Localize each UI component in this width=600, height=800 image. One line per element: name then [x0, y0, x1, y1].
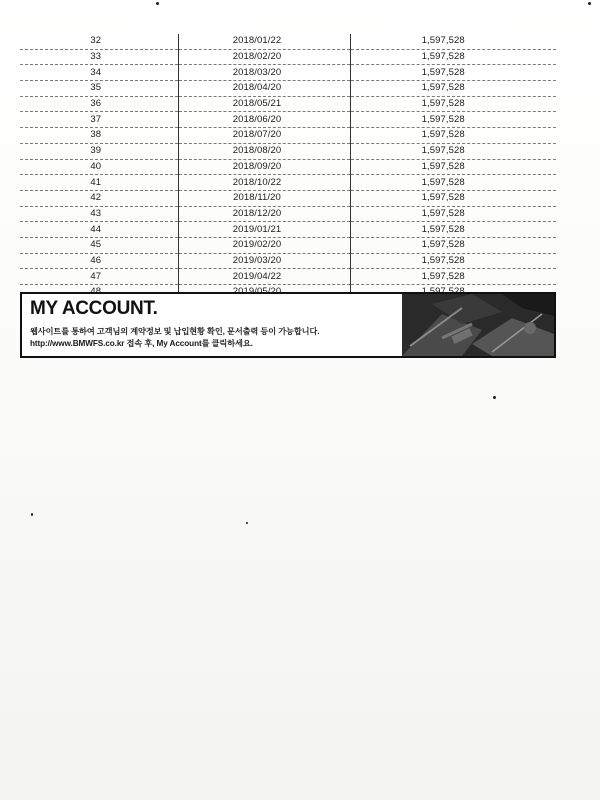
table-row [20, 143, 556, 159]
payment-amount: 1,597,528 [350, 190, 556, 206]
scan-speck [156, 2, 159, 5]
payment-amount: 1,597,528 [350, 253, 556, 269]
installment-number: 42 [20, 190, 178, 206]
installment-number: 39 [20, 143, 178, 159]
scan-speck [246, 522, 248, 524]
table-row [20, 190, 556, 206]
installment-number: 32 [20, 34, 178, 49]
payment-date: 2019/02/20 [178, 237, 350, 253]
installment-number: 37 [20, 112, 178, 128]
table-row [20, 159, 556, 175]
payment-date: 2018/07/20 [178, 128, 350, 144]
payment-date: 2019/03/20 [178, 253, 350, 269]
banner-title: MY ACCOUNT. [30, 298, 158, 319]
my-account-banner [20, 292, 556, 358]
installment-number: 44 [20, 222, 178, 238]
table-row [20, 81, 556, 97]
installment-number: 34 [20, 65, 178, 81]
installment-number: 46 [20, 253, 178, 269]
table-row [20, 112, 556, 128]
payment-date: 2018/01/22 [178, 34, 350, 49]
table-row [20, 65, 556, 81]
payment-amount: 1,597,528 [350, 222, 556, 238]
installment-number: 41 [20, 175, 178, 191]
scan-speck [493, 396, 496, 399]
payment-amount: 1,597,528 [350, 143, 556, 159]
installment-number: 40 [20, 159, 178, 175]
payment-amount: 1,597,528 [350, 128, 556, 144]
table-row [20, 175, 556, 191]
payment-amount: 1,597,528 [350, 206, 556, 222]
table-row [20, 128, 556, 144]
banner-photo-graphic [402, 294, 554, 356]
payment-date: 2018/10/22 [178, 175, 350, 191]
payment-date: 2019/04/22 [178, 269, 350, 285]
payment-amount: 1,597,528 [350, 269, 556, 285]
table-row [20, 253, 556, 269]
payment-schedule-table [20, 34, 556, 301]
payment-date: 2019/01/21 [178, 222, 350, 238]
installment-number: 36 [20, 96, 178, 112]
payment-amount: 1,597,528 [350, 175, 556, 191]
installment-number: 33 [20, 49, 178, 65]
payment-amount: 1,597,528 [350, 112, 556, 128]
installment-number: 45 [20, 237, 178, 253]
scan-speck [588, 2, 591, 5]
installment-number: 35 [20, 81, 178, 97]
table-row [20, 206, 556, 222]
table-row [20, 49, 556, 65]
payment-date: 2018/09/20 [178, 159, 350, 175]
payment-amount: 1,597,528 [350, 49, 556, 65]
payment-date: 2018/08/20 [178, 143, 350, 159]
payment-date: 2018/12/20 [178, 206, 350, 222]
banner-photo-image [402, 294, 554, 356]
payment-date: 2018/04/20 [178, 81, 350, 97]
banner-description: 웹사이트를 통하여 고객님의 계약정보 및 납입현황 확인, 문서출력 등이 가능합니다. [30, 327, 320, 336]
payment-schedule-body [20, 34, 556, 300]
payment-date: 2018/05/21 [178, 96, 350, 112]
table-row [20, 237, 556, 253]
installment-number: 43 [20, 206, 178, 222]
installment-number: 38 [20, 128, 178, 144]
payment-amount: 1,597,528 [350, 96, 556, 112]
payment-date: 2018/06/20 [178, 112, 350, 128]
payment-date: 2018/03/20 [178, 65, 350, 81]
table-row [20, 269, 556, 285]
payment-amount: 1,597,528 [350, 34, 556, 49]
banner-text-block [30, 296, 400, 350]
payment-amount: 1,597,528 [350, 237, 556, 253]
payment-amount: 1,597,528 [350, 159, 556, 175]
payment-amount: 1,597,528 [350, 81, 556, 97]
payment-date: 2018/11/20 [178, 190, 350, 206]
banner-url-instruction: http://www.BMWFS.co.kr 접속 후, My Account를 클릭하세요. [30, 339, 253, 348]
payment-amount: 1,597,528 [350, 65, 556, 81]
payment-date: 2018/02/20 [178, 49, 350, 65]
table-row [20, 34, 556, 49]
scan-speck [31, 513, 33, 516]
table-row [20, 96, 556, 112]
installment-number: 47 [20, 269, 178, 285]
table-row [20, 222, 556, 238]
